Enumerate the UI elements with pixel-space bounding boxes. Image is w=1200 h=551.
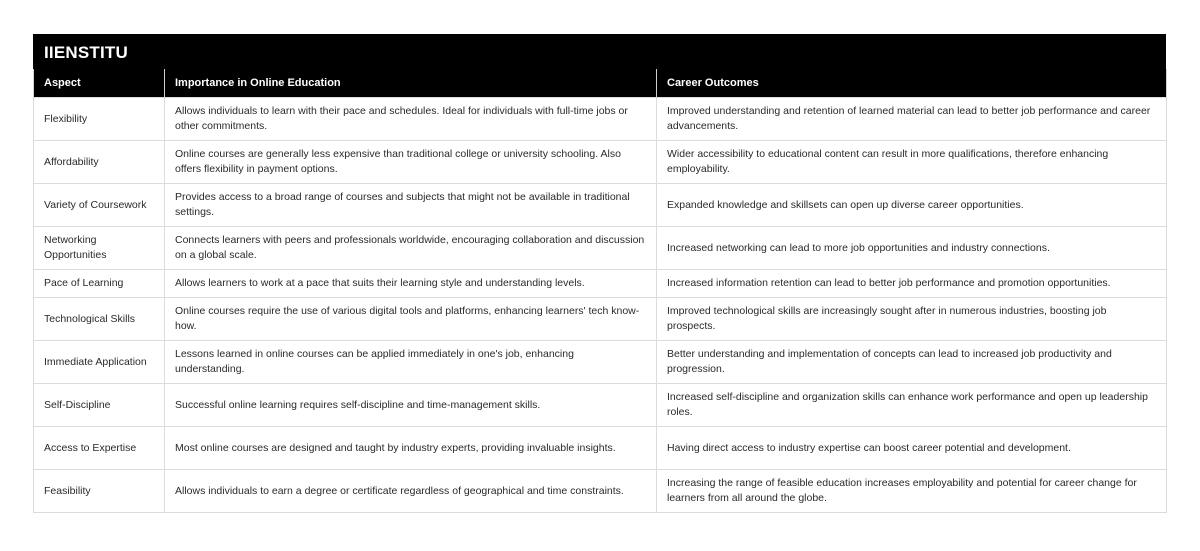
cell-aspect: Feasibility — [34, 470, 165, 513]
cell-career: Increased self-discipline and organization skills can enhance work performance and open up leadership roles. — [657, 384, 1167, 427]
cell-aspect: Access to Expertise — [34, 427, 165, 470]
column-header-importance: Importance in Online Education — [165, 69, 657, 98]
brand-title: IIENSTITU — [33, 34, 1166, 69]
table-row — [34, 141, 1167, 184]
cell-career: Increased information retention can lead to better job performance and promotion opportunities. — [657, 270, 1167, 298]
column-header-career: Career Outcomes — [657, 69, 1167, 98]
cell-importance: Lessons learned in online courses can be applied immediately in one's job, enhancing understanding. — [165, 341, 657, 384]
cell-aspect: Self-Discipline — [34, 384, 165, 427]
cell-importance: Allows individuals to learn with their pace and schedules. Ideal for individuals with full-time jobs or other commitments. — [165, 98, 657, 141]
cell-importance: Most online courses are designed and taught by industry experts, providing invaluable insights. — [165, 427, 657, 470]
cell-career: Increasing the range of feasible education increases employability and potential for career change for learners from all around the globe. — [657, 470, 1167, 513]
cell-aspect: Flexibility — [34, 98, 165, 141]
table-row — [34, 384, 1167, 427]
cell-importance: Connects learners with peers and professionals worldwide, encouraging collaboration and discussion on a global scale. — [165, 227, 657, 270]
cell-aspect: Affordability — [34, 141, 165, 184]
cell-career: Expanded knowledge and skillsets can open up diverse career opportunities. — [657, 184, 1167, 227]
cell-career: Improved technological skills are increasingly sought after in numerous industries, boosting job prospects. — [657, 298, 1167, 341]
cell-career: Wider accessibility to educational content can result in more qualifications, therefore enhancing employability. — [657, 141, 1167, 184]
table-row — [34, 184, 1167, 227]
comparison-table — [33, 69, 1167, 513]
cell-aspect: Immediate Application — [34, 341, 165, 384]
table-row — [34, 227, 1167, 270]
column-header-aspect: Aspect — [34, 69, 165, 98]
cell-aspect: Variety of Coursework — [34, 184, 165, 227]
cell-importance: Allows individuals to earn a degree or certificate regardless of geographical and time constraints. — [165, 470, 657, 513]
content-table-wrapper — [33, 34, 1166, 513]
cell-importance: Allows learners to work at a pace that suits their learning style and understanding levels. — [165, 270, 657, 298]
cell-aspect: Pace of Learning — [34, 270, 165, 298]
cell-career: Improved understanding and retention of learned material can lead to better job performance and career advancements. — [657, 98, 1167, 141]
table-row — [34, 270, 1167, 298]
cell-importance: Provides access to a broad range of courses and subjects that might not be available in traditional settings. — [165, 184, 657, 227]
cell-career: Having direct access to industry expertise can boost career potential and development. — [657, 427, 1167, 470]
table-header-row — [34, 69, 1167, 98]
table-row — [34, 427, 1167, 470]
table-row — [34, 341, 1167, 384]
table-row — [34, 98, 1167, 141]
cell-career: Better understanding and implementation of concepts can lead to increased job productivity and progression. — [657, 341, 1167, 384]
table-row — [34, 470, 1167, 513]
cell-importance: Online courses require the use of various digital tools and platforms, enhancing learners' tech know-how. — [165, 298, 657, 341]
cell-aspect: Networking Opportunities — [34, 227, 165, 270]
cell-importance: Successful online learning requires self-discipline and time-management skills. — [165, 384, 657, 427]
cell-aspect: Technological Skills — [34, 298, 165, 341]
cell-importance: Online courses are generally less expensive than traditional college or university schooling. Also offers flexibility in payment options. — [165, 141, 657, 184]
cell-career: Increased networking can lead to more job opportunities and industry connections. — [657, 227, 1167, 270]
table-row — [34, 298, 1167, 341]
